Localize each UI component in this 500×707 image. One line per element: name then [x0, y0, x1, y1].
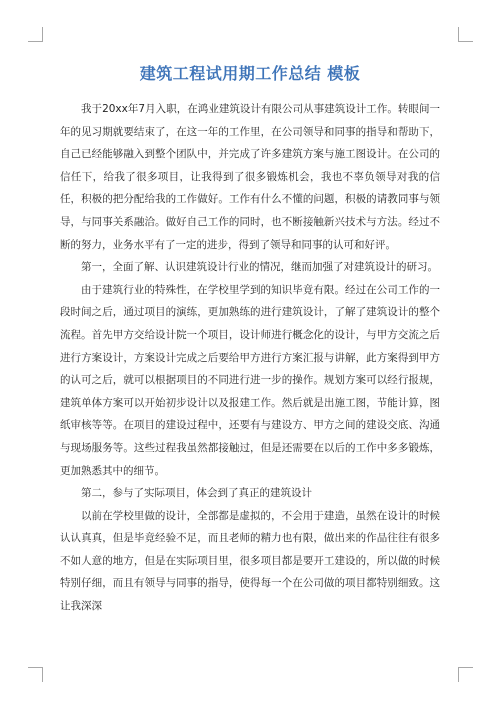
crop-mark-bottom-left [28, 667, 43, 682]
crop-mark-bottom-right [458, 667, 473, 682]
crop-mark-top-left [28, 27, 43, 42]
paragraph-industry: 由于建筑行业的特殊性，在学校里学到的知识毕竟有限。经过在公司工作的一段时间之后，通过项目的演练，更加熟练的进行建筑设计，了解了建筑设计的整个流程。首先甲方交给设计院一个项目，设计师进行概念化的设计，与甲方交流之后进行方案设计，方案设计完成之后要给甲方进行方案汇报与讲解，此方案得到甲方的认可之后，就可以根据项目的不同进行进一步的操作。规划方案可以经行报规，建筑单体方案可以开始初步设计以及报建工作。然后就是出施工图，节能计算，图纸审核等等。在项目的建设过程中，还要有与建设方、甲方之间的建设交底、沟通与现场服务等。这些过程我虽然都接触过，但是还需要在以后的工作中多多锻炼，更加熟悉其中的细节。 [60, 283, 440, 477]
document-title: 建筑工程试用期工作总结 模板 [139, 64, 361, 83]
paragraph-heading-first: 第一，全面了解、认识建筑设计行业的情况，继而加强了对建筑设计的研习。 [81, 261, 438, 274]
crop-mark-top-right [458, 27, 473, 42]
paragraph-projects: 以前在学校里做的设计，全部都是虚拟的，不会用于建造，虽然在设计的时候认认真真，但是毕竟经验不足，而且老师的精力也有限，做出来的作品往往有很多不如人意的地方，但是在实际项目里，很多项目都是要开工建设的，所以做的时候特别仔细，而且有领导与同事的指导，使得每一个在公司做的项目都特别细致。这让我深深 [60, 509, 440, 613]
paragraph-heading-second: 第二，参与了实际项目，体会到了真正的建筑设计 [81, 487, 312, 500]
document-body [60, 98, 440, 618]
paragraph-intro: 我于20xx年7月入职，在鸿业建筑设计有限公司从事建筑设计工作。转眼间一年的见习期就要结束了，在这一年的工作里，在公司领导和同事的指导和帮助下，自己已经能够融入到整个团队中，并完成了许多建筑方案与施工图设计。在公司的信任下，给我了很多项目，让我得到了很多锻炼机会，我也不辜负领导对我的信任，积极的把分配给我的工作做好。工作有什么不懂的问题，积极的请教同事与领导，与同事关系融洽。做好自己工作的同时，也不断接触新兴技术与方法。经过不断的努力，业务水平有了一定的进步，得到了领导和同事的认可和好评。 [60, 103, 440, 251]
